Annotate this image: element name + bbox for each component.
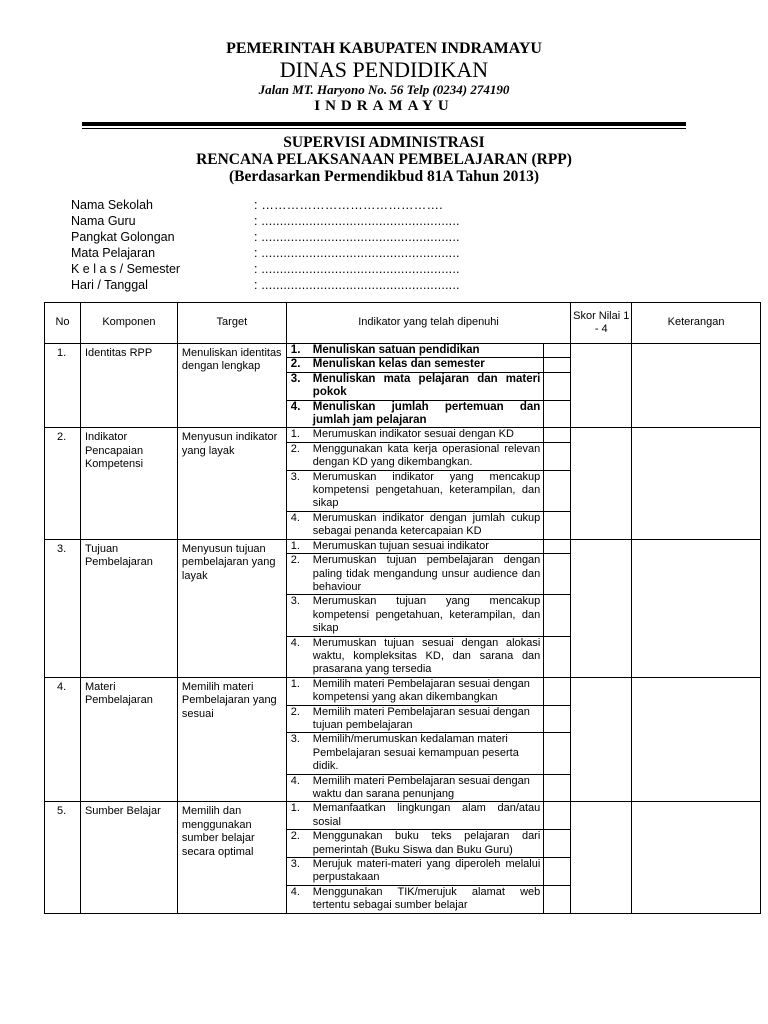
info-value: : ...................................................... [254, 214, 460, 228]
indicator-item [287, 470, 571, 511]
info-value: : ...................................................... [254, 278, 460, 292]
info-label: Nama Sekolah [71, 198, 153, 212]
info-value: : ……………………………………. [254, 198, 443, 212]
indicator-number: 2. [287, 442, 313, 470]
indicator-checkbox[interactable] [544, 595, 571, 636]
row-indicators [286, 428, 571, 539]
title-line-1: SUPERVISI ADMINISTRASI [283, 134, 485, 151]
indicator-item [287, 358, 571, 372]
indicator-checkbox[interactable] [544, 733, 571, 774]
indicator-checkbox[interactable] [544, 636, 571, 677]
remarks-cell[interactable] [632, 677, 761, 802]
indicator-checkbox[interactable] [544, 705, 571, 733]
info-row [71, 261, 460, 277]
score-cell[interactable] [571, 428, 632, 539]
row-target: Menyusun indikator yang layak [177, 428, 286, 539]
indicator-checkbox[interactable] [544, 344, 571, 358]
remarks-cell[interactable] [632, 802, 761, 913]
indicator-text: Menuliskan mata pelajaran dan materi pokok [313, 372, 544, 400]
header-indikator: Indikator yang telah dipenuhi [286, 303, 571, 344]
table-row [45, 802, 761, 913]
indicator-item [287, 733, 571, 774]
table-row [45, 539, 761, 677]
header-skor: Skor Nilai 1 - 4 [571, 303, 632, 344]
indicator-checkbox[interactable] [544, 428, 571, 442]
indicator-text: Menuliskan satuan pendidikan [313, 344, 544, 358]
indicator-number: 4. [290, 636, 300, 649]
row-number: 1. [45, 344, 81, 428]
row-target: Menuliskan identitas dengan lengkap [177, 344, 286, 428]
indicator-number: 4. [290, 774, 300, 787]
info-value: : ...................................................... [254, 262, 460, 276]
header-komponen: Komponen [80, 303, 177, 344]
indicator-text: Menggunakan kata kerja operasional relevan dengan KD yang dikembangkan. [313, 442, 544, 470]
indicator-text: Merumuskan tujuan sesuai dengan alokasi waktu, kompleksitas KD, dan sarana dan prasarana yang tersedia [312, 636, 541, 676]
info-label: Mata Pelajaran [71, 246, 156, 260]
indicator-number: 1. [287, 802, 313, 829]
indicator-item [287, 595, 571, 636]
indicator-checkbox[interactable] [544, 511, 571, 538]
address-line: Jalan MT. Haryono No. 56 Telp (0234) 274190 [258, 82, 510, 97]
title-line-2: RENCANA PELAKSANAAN PEMBELAJARAN (RPP) [196, 151, 572, 168]
indicator-number: 4. [290, 400, 301, 413]
table-row [45, 428, 761, 539]
info-row [71, 229, 460, 245]
row-komponen: Sumber Belajar [80, 802, 177, 913]
indicator-number: 3. [287, 733, 313, 774]
indicator-text: Merumuskan indikator yang mencakup kompetensi pengetahuan, keterampilan, dan sikap [313, 470, 544, 511]
indicator-checkbox[interactable] [544, 400, 571, 427]
indicator-checkbox[interactable] [544, 802, 571, 829]
info-row [71, 245, 460, 261]
table-row [45, 344, 761, 428]
indicator-item [287, 830, 571, 858]
score-cell[interactable] [571, 677, 632, 802]
indicator-text: Menuliskan jumlah pertemuan dan jumlah jam pelajaran [312, 400, 541, 427]
indicator-number: 2. [287, 358, 313, 372]
indicator-text: Merumuskan tujuan pembelajaran dengan paling tidak mengandung unsur audience dan behaviour [313, 554, 544, 595]
info-label: K e l a s / Semester [71, 262, 181, 276]
indicator-number: 1. [287, 540, 313, 554]
header-keterangan: Keterangan [632, 303, 761, 344]
row-target: Menyusun tujuan pembelajaran yang layak [177, 539, 286, 677]
document-title [0, 134, 768, 185]
city-name: INDRAMAYU [314, 98, 454, 114]
indicator-checkbox[interactable] [544, 554, 571, 595]
title-line-3: (Berdasarkan Permendikbud 81A Tahun 2013) [228, 168, 540, 185]
row-number: 4. [45, 677, 81, 802]
indicator-text: Memanfaatkan lingkungan alam dan/atau sosial [313, 802, 544, 829]
indicator-item [287, 885, 571, 912]
info-row [71, 213, 460, 229]
indicator-number: 4. [290, 511, 300, 524]
info-label: Nama Guru [71, 214, 136, 228]
government-name: PEMERINTAH KABUPATEN INDRAMAYU [226, 40, 542, 57]
info-label: Hari / Tanggal [71, 278, 148, 292]
row-komponen: Identitas RPP [80, 344, 177, 428]
info-row [71, 197, 460, 213]
row-komponen: Indikator Pencapaian Kompetensi [80, 428, 177, 539]
indicator-item [287, 678, 571, 705]
indicator-checkbox[interactable] [544, 540, 571, 554]
indicator-text: Menggunakan buku teks pelajaran dari pemerintah (Buku Siswa dan Buku Guru) [313, 830, 544, 858]
indicator-number: 3. [287, 595, 313, 636]
remarks-cell[interactable] [632, 428, 761, 539]
indicator-text: Merumuskan tujuan sesuai indikator [313, 540, 544, 554]
indicator-number: 2. [287, 705, 313, 733]
indicator-number: 2. [287, 554, 313, 595]
header-no: No [45, 303, 81, 344]
supervision-table [44, 302, 761, 914]
score-cell[interactable] [571, 344, 632, 428]
indicator-item [287, 705, 571, 733]
remarks-cell[interactable] [632, 539, 761, 677]
indicator-item [287, 344, 571, 358]
row-indicators [286, 677, 571, 802]
indicator-item [287, 540, 571, 554]
indicator-text: Merujuk materi-materi yang diperoleh melalui perpustakaan [313, 858, 544, 886]
indicator-number: 1. [287, 344, 313, 358]
indicator-text: Memilih materi Pembelajaran sesuai dengan waktu dan sarana penunjang [312, 774, 530, 800]
indicator-checkbox[interactable] [544, 372, 571, 400]
agency-name: DINAS PENDIDIKAN [279, 57, 489, 82]
info-row [71, 277, 460, 293]
indicator-checkbox[interactable] [544, 858, 571, 886]
row-number: 5. [45, 802, 81, 913]
table-row [45, 677, 761, 802]
indicator-checkbox[interactable] [544, 358, 571, 372]
indicator-checkbox[interactable] [544, 678, 571, 705]
row-indicators [286, 802, 571, 913]
header-divider-thick [82, 122, 686, 126]
header-target: Target [177, 303, 286, 344]
indicator-number: 3. [287, 470, 313, 511]
indicator-item [287, 554, 571, 595]
indicator-text: Menuliskan kelas dan semester [313, 358, 544, 372]
indicator-checkbox[interactable] [544, 774, 571, 801]
indicator-checkbox[interactable] [544, 885, 571, 912]
remarks-cell[interactable] [632, 344, 761, 428]
indicator-text: Menggunakan TIK/merujuk alamat web tertentu sebagai sumber belajar [312, 885, 541, 912]
indicator-text: Memilih materi Pembelajaran sesuai dengan tujuan pembelajaran [313, 705, 544, 733]
indicator-item [287, 858, 571, 886]
indicator-number: 2. [287, 830, 313, 858]
indicator-checkbox[interactable] [544, 442, 571, 470]
indicator-checkbox[interactable] [544, 830, 571, 858]
indicator-number: 3. [287, 372, 313, 400]
row-target: Memilih dan menggunakan sumber belajar secara optimal [177, 802, 286, 913]
identity-fields [71, 197, 460, 293]
header-divider-thin [82, 128, 686, 129]
info-label: Pangkat Golongan [71, 230, 175, 244]
indicator-text: Memilih materi Pembelajaran sesuai dengan kompetensi yang akan dikembangkan [313, 678, 544, 705]
row-komponen: Tujuan Pembelajaran [80, 539, 177, 677]
indicator-text: Merumuskan indikator dengan jumlah cukup sebagai penanda ketercapaian KD [312, 511, 541, 538]
indicator-number: 3. [287, 858, 313, 886]
score-cell[interactable] [571, 802, 632, 913]
info-value: : ...................................................... [254, 230, 460, 244]
indicator-text: Memilih/merumuskan kedalaman materi Pembelajaran sesuai kemampuan peserta didik. [313, 733, 544, 774]
indicator-item [287, 802, 571, 829]
row-number: 2. [45, 428, 81, 539]
letterhead [0, 40, 768, 115]
indicator-text: Merumuskan indikator sesuai dengan KD [313, 428, 544, 442]
score-cell[interactable] [571, 539, 632, 677]
indicator-item [287, 400, 571, 427]
table-header-row [45, 303, 761, 344]
indicator-number: 1. [287, 678, 313, 705]
row-komponen: Materi Pembelajaran [80, 677, 177, 802]
row-target: Memilih materi Pembelajaran yang sesuai [177, 677, 286, 802]
indicator-item [287, 428, 571, 442]
info-value: : ...................................................... [254, 246, 460, 260]
row-indicators [286, 539, 571, 677]
indicator-text: Merumuskan tujuan yang mencakup kompetensi pengetahuan, keterampilan, dan sikap [313, 595, 544, 636]
indicator-number: 1. [287, 428, 313, 442]
row-number: 3. [45, 539, 81, 677]
indicator-number: 4. [290, 885, 300, 898]
indicator-item [287, 636, 571, 677]
row-indicators [286, 344, 571, 428]
indicator-item [287, 442, 571, 470]
indicator-item [287, 511, 571, 538]
indicator-checkbox[interactable] [544, 470, 571, 511]
indicator-item [287, 372, 571, 400]
indicator-item [287, 774, 571, 801]
